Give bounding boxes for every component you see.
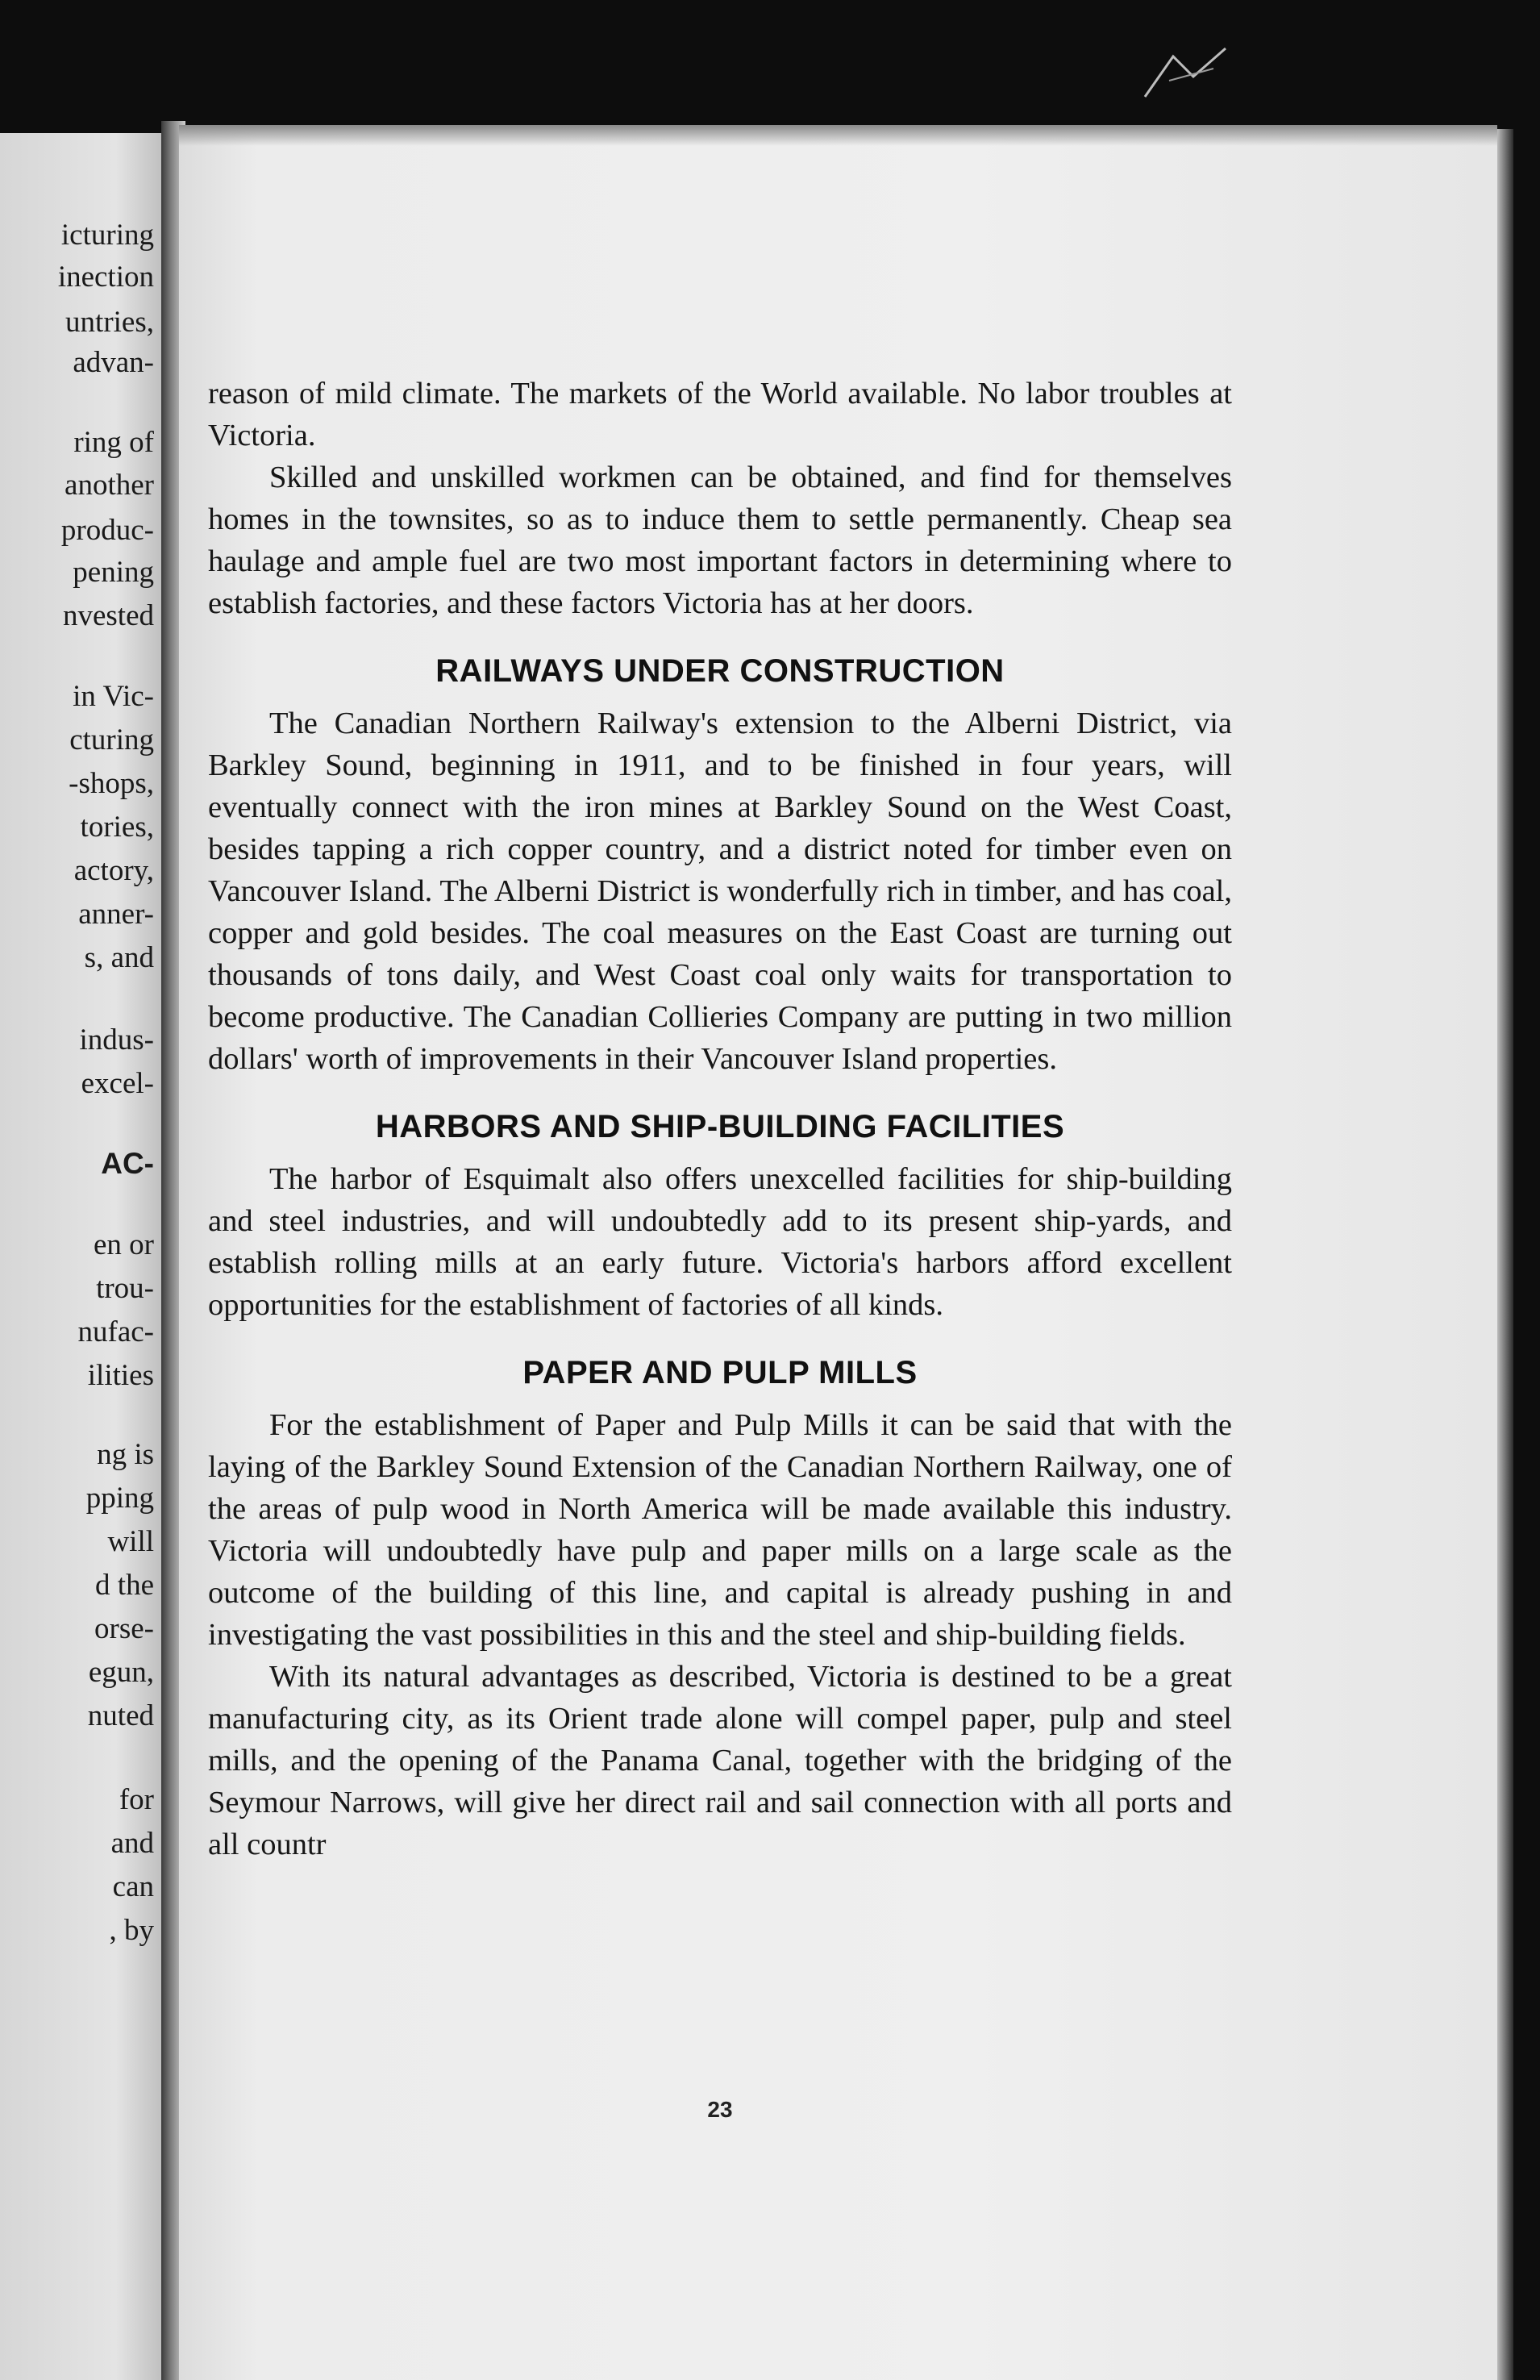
left-page-heading-fragment: AC- [101, 1147, 154, 1180]
left-page-text-fragment: excel- [81, 1067, 154, 1100]
left-page-text-fragment: indus- [79, 1023, 154, 1057]
left-page-text-fragment: orse- [94, 1612, 154, 1645]
left-page-text-fragment: for [119, 1783, 154, 1816]
page-text-column [208, 373, 1232, 1865]
page-top-shadow [179, 125, 1497, 146]
left-page-text-fragment: in Vic- [73, 680, 154, 713]
left-page-text-fragment: cturing [69, 723, 154, 757]
left-page-text-fragment: and [110, 1827, 154, 1860]
paper-pulp-heading: PAPER AND PULP MILLS [522, 1355, 918, 1390]
paper-pulp-paragraph-1: For the establishment of Paper and Pulp Mills it can be said that with the laying of the Barkley Sound Extension of the Canadian Northern Railway, one of the areas of pulp wood in North America will be made available this industry. Victoria will undoubtedly have pulp and paper mills on a large scale as the outcome of the building of this line, and capital is already pushing in and investigating the vast possibilities in this and the steel and ship-building fields. [208, 1408, 1232, 1652]
page-number: 23 [707, 2097, 733, 2122]
left-page-text-fragment: egun, [88, 1656, 154, 1689]
left-page-text-fragment: produc- [60, 514, 154, 547]
left-page-text-fragment: nvested [62, 599, 154, 632]
left-page-text-fragment: pping [85, 1482, 154, 1515]
page-edge [1497, 129, 1513, 2380]
left-page-text-fragment: , by [109, 1914, 154, 1947]
left-page-text-fragment: will [107, 1525, 154, 1558]
left-page-text-fragment: ilities [87, 1359, 154, 1392]
intro-paragraph-2: Skilled and unskilled workmen can be obtained, and find for themselves homes in the townsites, so as to induce them to settle permanently. Cheap sea haulage and ample fuel are two most important factors in determining where to establish factories, and these factors Victoria has at her doors. [208, 461, 1232, 620]
left-page-text-fragment: ring of [73, 426, 154, 459]
intro-paragraph-1: reason of mild climate. The markets of the World available. No labor troubles at Victoria. [208, 377, 1232, 452]
left-facing-page [0, 133, 165, 2380]
left-page-text-fragment: another [65, 469, 154, 502]
left-page-text-fragment: untries, [65, 306, 154, 339]
railways-paragraph: The Canadian Northern Railway's extension to the Alberni District, via Barkley Sound, beginning in 1911, and to be finished in four years, will eventually connect with the iron mines at Barkley Sound on the West Coast, besides tapping a rich copper country, and a district noted for timber even on Vancouver Island. The Alberni District is wonderfully rich in timber, and has coal, copper and gold besides. The coal measures on the East Coast are turning out thousands of tons daily, and West Coast coal only waits for transportation to become productive. The Canadian Collieries Company are putting in two million dollars' worth of improvements in their Vancouver Island properties. [208, 706, 1232, 1076]
left-page-text-fragment: ng is [97, 1438, 154, 1471]
left-page-text-fragment: en or [94, 1228, 154, 1261]
left-page-text-fragment: inection [57, 261, 154, 294]
left-page-text-fragment: actory, [73, 854, 154, 887]
railways-heading: RAILWAYS UNDER CONSTRUCTION [435, 653, 1005, 689]
left-page-text-fragment: s, and [84, 941, 154, 974]
left-page-text-fragment: d the [95, 1569, 154, 1602]
left-page-text-fragment: icturing [60, 219, 154, 252]
left-page-text-fragment: advan- [73, 346, 154, 379]
left-page-text-fragment: tories, [80, 811, 154, 844]
left-page-text-fragment: trou- [96, 1272, 154, 1305]
left-page-text-fragment: pening [73, 556, 154, 589]
harbors-paragraph: The harbor of Esquimalt also offers unexcelled facilities for ship-building and steel industries, and will undoubtedly add to its present ship-yards, and establish rolling mills at an early future. Victoria's harbors afford excellent opportunities for the establishment of factories of all kinds. [208, 1162, 1232, 1322]
left-page-text-fragment: nuted [87, 1699, 154, 1732]
left-page-text-fragment: can [112, 1870, 154, 1903]
left-page-text-fragment: nufac- [77, 1315, 154, 1348]
margin-scribble [1137, 32, 1242, 113]
paper-pulp-paragraph-2: With its natural advantages as described, Victoria is destined to be a great manufacturing city, as its Orient trade alone will compel paper, pulp and steel mills, and the opening of the Panama Canal, together with the bridging of the Seymour Narrows, will give her direct rail and sail connection with all ports and all countr [208, 1660, 1232, 1861]
harbors-heading: HARBORS AND SHIP-BUILDING FACILITIES [375, 1109, 1065, 1144]
left-page-text-fragment: anner- [78, 898, 154, 931]
left-page-text-fragment: -shops, [69, 767, 154, 800]
